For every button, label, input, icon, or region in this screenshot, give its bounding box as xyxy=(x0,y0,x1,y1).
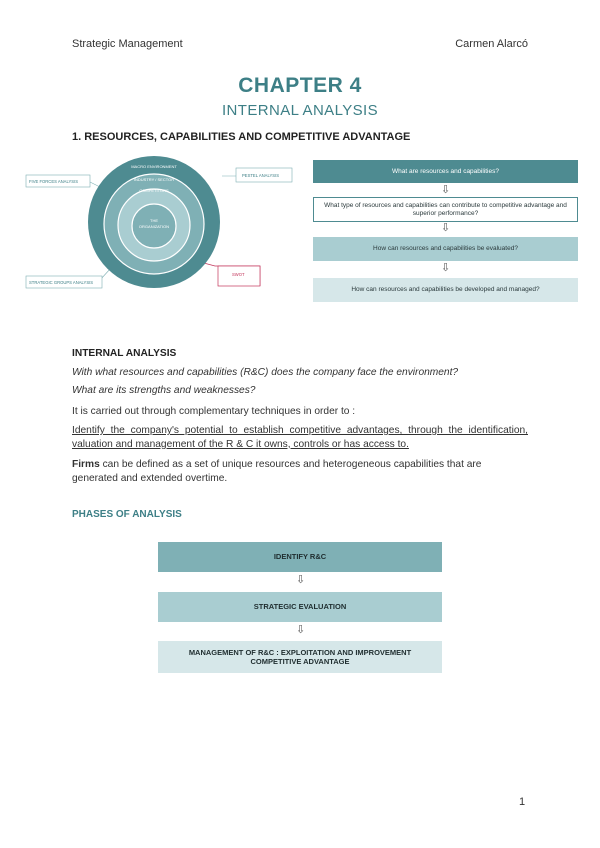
phases-heading: PHASES OF ANALYSIS xyxy=(72,509,182,520)
flow-step-1: What are resources and capabilities? xyxy=(313,160,578,183)
flow-step-3: How can resources and capabilities be evaluated? xyxy=(313,237,578,261)
label-five-forces: FIVE FORCES ANALYSIS xyxy=(29,179,79,184)
header-left: Strategic Management xyxy=(72,38,183,50)
internal-question-1: With what resources and capabilities (R&C) does the company face the environment? xyxy=(72,367,459,378)
ring-label-industry: INDUSTRY / SECTOR xyxy=(133,177,175,182)
firms-rest: can be defined as a set of unique resources and heterogeneous capabilities that are generated and extended overtime. xyxy=(72,459,482,484)
environment-diagram xyxy=(22,152,294,292)
firms-definition xyxy=(72,458,528,486)
label-swot: SWOT xyxy=(232,272,245,277)
header-right: Carmen Alarcó xyxy=(455,38,528,50)
ring-label-competitors: COMPETITORS xyxy=(139,188,169,193)
phase-arrow-2: ⇩ xyxy=(296,624,306,636)
internal-underlined-statement: Identify the company's potential to establish competitive advantages, through the identification, valuation and management of the R & C it owns, controls or has access to. xyxy=(72,425,528,450)
phase-step-1: IDENTIFY R&C xyxy=(158,542,442,572)
phase-step-3: MANAGEMENT OF R&C : EXPLOITATION AND IMPROVEMENT COMPETITIVE ADVANTAGE xyxy=(158,641,442,673)
label-pestel: PESTEL ANALYSIS xyxy=(242,173,280,178)
ring-label-the: THE xyxy=(150,218,158,223)
internal-heading: INTERNAL ANALYSIS xyxy=(72,348,177,359)
phase-arrow-1: ⇩ xyxy=(296,574,306,586)
internal-question-2: What are its strengths and weaknesses? xyxy=(72,385,256,396)
phase-step-2: STRATEGIC EVALUATION xyxy=(158,592,442,622)
ring-label-macro: MACRO ENVIRONMENT xyxy=(131,164,177,169)
flow-arrow-2: ⇩ xyxy=(441,222,451,234)
flow-step-2: What type of resources and capabilities can contribute to competitive advantage and superior performance? xyxy=(313,197,578,222)
ring-label-organization: ORGANIZATION xyxy=(138,224,170,229)
flow-arrow-3: ⇩ xyxy=(441,262,451,274)
chapter-subtitle: INTERNAL ANALYSIS xyxy=(221,102,379,119)
chapter-title: CHAPTER 4 xyxy=(238,74,362,97)
flow-step-4: How can resources and capabilities be developed and managed? xyxy=(313,278,578,302)
internal-intro: It is carried out through complementary techniques in order to : xyxy=(72,406,356,417)
flow-arrow-1: ⇩ xyxy=(441,184,451,196)
page-number: 1 xyxy=(519,796,526,808)
firms-bold: Firms xyxy=(72,459,100,470)
label-strategic-groups: STRATEGIC GROUPS ANALYSIS xyxy=(29,280,94,285)
section-heading: 1. RESOURCES, CAPABILITIES AND COMPETITIVE ADVANTAGE xyxy=(72,131,411,143)
